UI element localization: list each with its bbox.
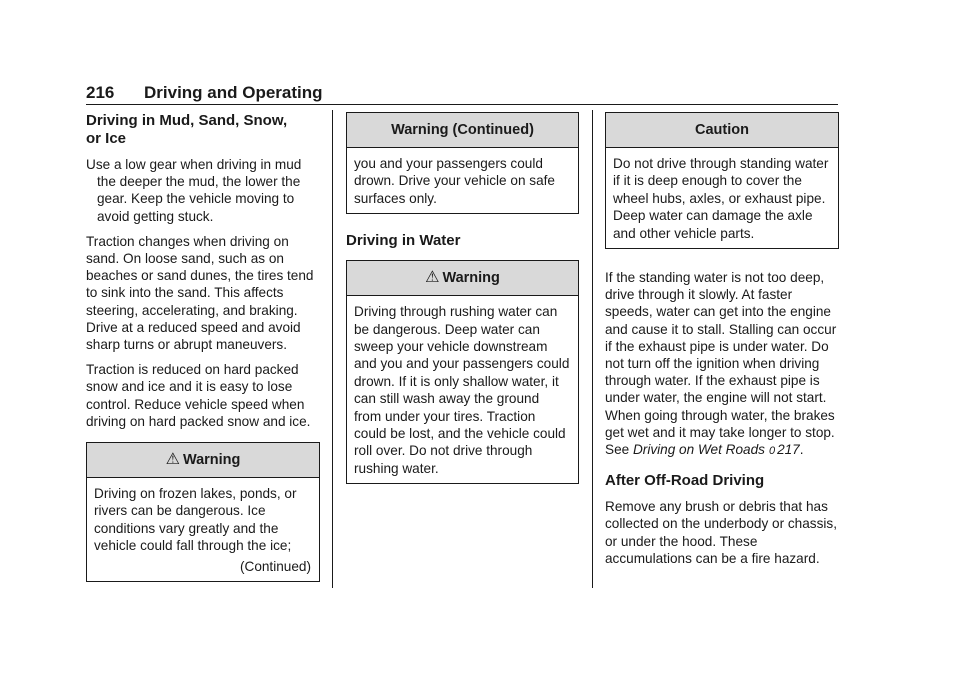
warning-body (87, 478, 319, 581)
header-rule (86, 104, 838, 105)
continued-label: (Continued) (239, 558, 311, 574)
mud-sand-snow-heading (86, 112, 320, 148)
xref-page: 217 (777, 442, 800, 458)
warning-icon: ⚠ (425, 269, 440, 287)
wet-roads-link[interactable] (633, 442, 800, 457)
mud-paragraph: Use a low gear when driving in mud the deeper the mud, the lower the gear. Keep the vehicle moving to avoid getting stuck. (86, 157, 302, 224)
caution-text: Do not drive through standing water if it is deep enough to cover the wheel hubs, axles, or exhaust pipe. Deep water can damage the axle and other vehicle parts. (613, 156, 829, 241)
page-number: 216 (86, 83, 115, 102)
column-3 (605, 112, 839, 575)
column-2 (346, 112, 579, 484)
warning-text: Driving on frozen lakes, ponds, or rivers can be dangerous. Ice conditions vary greatly and the vehicle could fall through the ice; (94, 486, 297, 554)
page-header (86, 82, 838, 104)
heading-line-1: Driving in Mud, Sand, Snow, (86, 112, 288, 129)
warning-title: Warning (442, 270, 500, 287)
frozen-lake-warning-box (86, 442, 320, 582)
driving-in-water-heading: Driving in Water (346, 232, 461, 250)
rushing-water-warning-box (346, 260, 579, 484)
warning-text: Driving through rushing water can be dangerous. Deep water can sweep your vehicle downstream and you and your passengers could drown. If it is only shallow water, it can still wash away the ground from under your tires. Traction could be lost, and the vehicle could roll over. Do not drive through rushing water. (354, 304, 570, 476)
warning-icon: ⚠ (165, 451, 180, 469)
warning-continued-text: you and your passengers could drown. Drive your vehicle on safe surfaces only. (354, 156, 555, 206)
after-off-road-heading: After Off-Road Driving (605, 472, 765, 490)
sand-paragraph: Traction changes when driving on sand. On loose sand, such as on beaches or sand dunes, the tires tend to sink into the sand. This affects steering, accelerating, and braking. Drive at a reduced speed and avoid sharp turns or abrupt maneuvers. (86, 233, 314, 353)
xref-text: Driving on Wet Roads (632, 442, 765, 458)
heading-line-2: or Ice (86, 130, 127, 147)
warning-title: Warning (182, 452, 241, 469)
column-1 (86, 112, 320, 582)
warning-header (347, 261, 578, 296)
standing-water-paragraph: If the standing water is not too deep, drive through it slowly. At faster speeds, water can get into the engine and cause it to stall. Stalling can occur if the exhaust pipe is under water. Do not turn off the ignition when driving through water. If the exhaust pipe is under water, the engine will not start. When going through water, the brakes get wet and it may take longer to stop. See Driving on Wet Roads 0 217. (605, 270, 837, 458)
caution-box (605, 112, 839, 249)
warning-continued-box (346, 112, 579, 214)
debris-paragraph: Remove any brush or debris that has collected on the underbody or chassis, or under the hood. These accumulations can be a fire hazard. (605, 499, 837, 566)
standing-water-text: If the standing water is not too deep, drive through it slowly. At faster speeds, water can get into the engine and cause it to stall. Stalling can occur if the exhaust pipe is under water. Do not turn off the ignition when driving through water. If the exhaust pipe is under water, the engine will not start. When going through water, the brakes get wet and it may take longer to stop. See (605, 270, 837, 458)
section-title: Driving and Operating (144, 83, 323, 102)
page-ref-arrow-icon: 0 (768, 445, 776, 458)
warning-continued-header: Warning (Continued) (347, 113, 578, 148)
column-divider-2 (592, 110, 593, 588)
snow-ice-paragraph: Traction is reduced on hard packed snow and ice and it is easy to lose control. Reduce vehicle speed when driving on hard packed snow and ice. (86, 362, 311, 429)
column-divider-1 (332, 110, 333, 588)
warning-header (87, 443, 319, 478)
caution-header: Caution (606, 113, 838, 148)
